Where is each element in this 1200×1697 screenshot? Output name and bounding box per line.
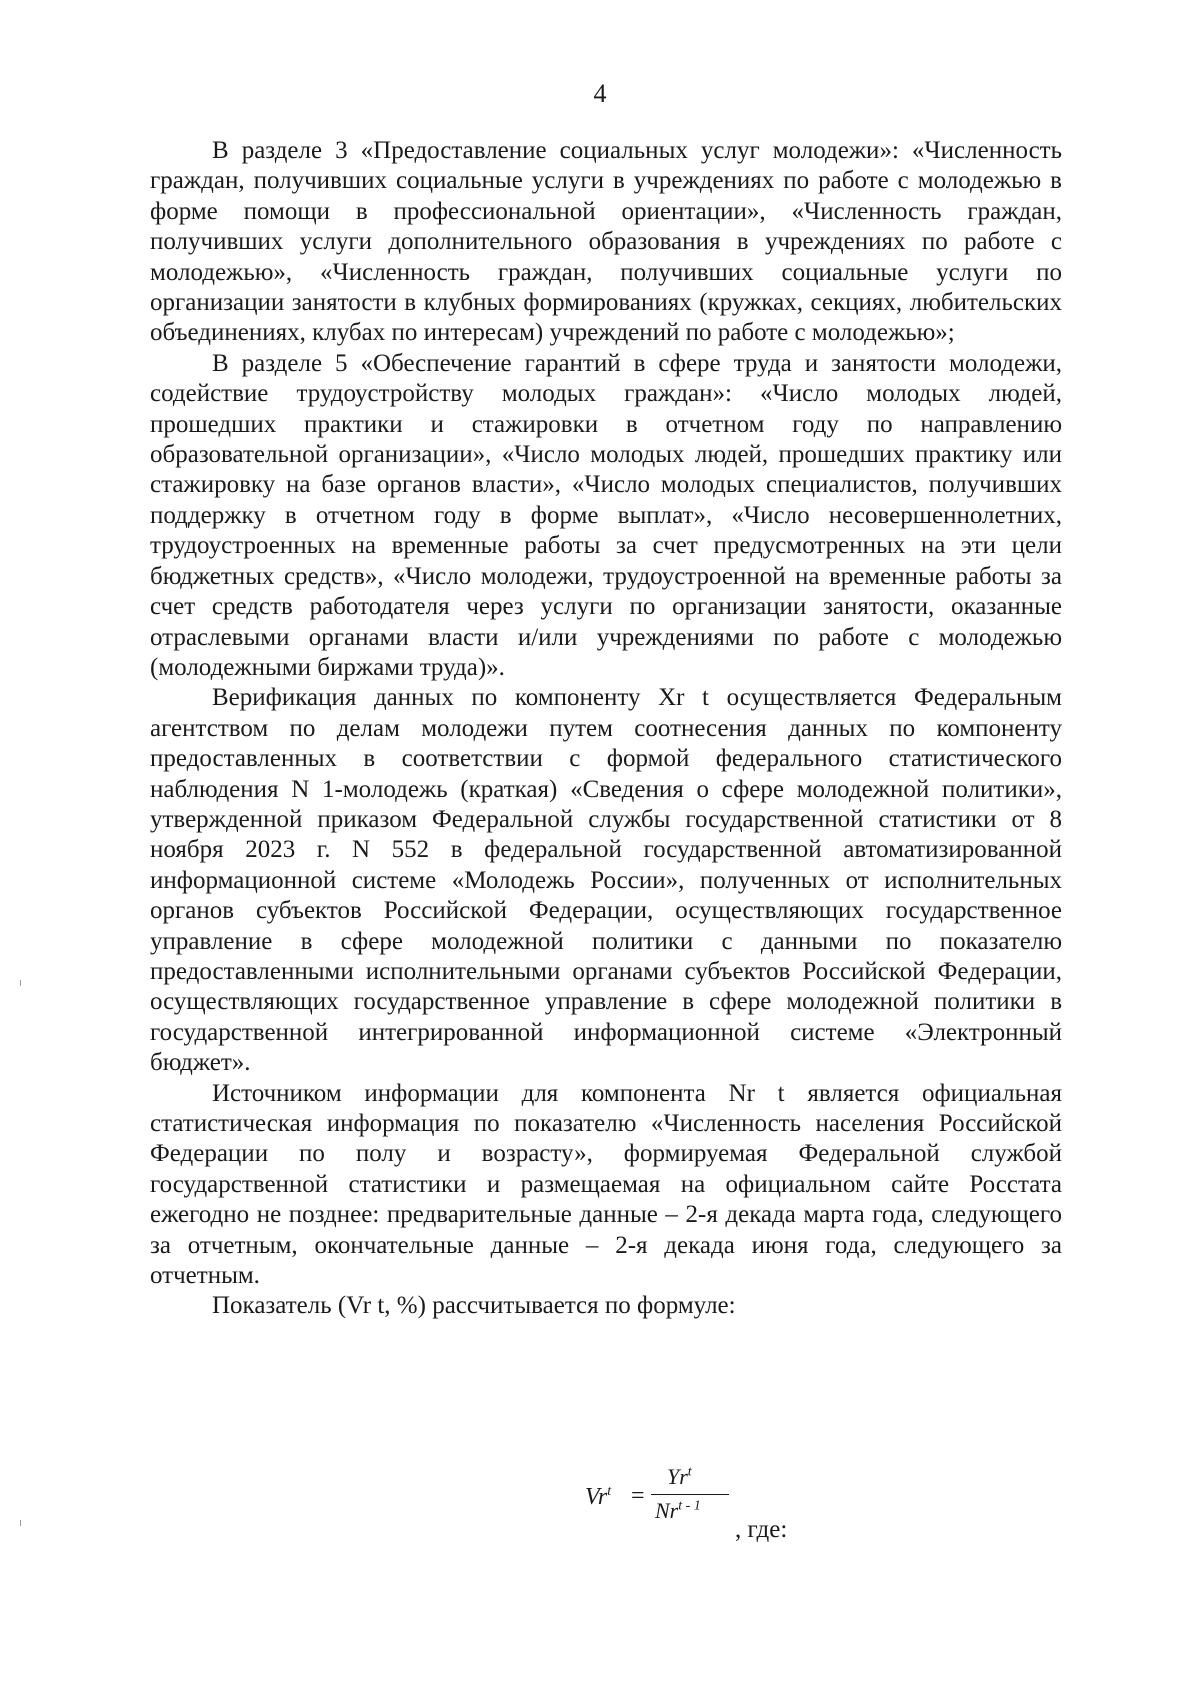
formula-where: , где:: [735, 1516, 788, 1543]
formula-denominator-superscript: t - 1: [678, 1498, 701, 1514]
scan-margin-mark: [20, 1520, 21, 1526]
formula-lhs: Vr$^t$: [585, 1484, 612, 1510]
scan-margin-mark: [20, 980, 21, 986]
formula-numerator: Yr$^t$: [667, 1464, 692, 1489]
document-body: [150, 136, 1062, 1322]
formula-denominator: Nr$^{t - 1}$: [655, 1498, 701, 1523]
paragraph-section-3: В разделе 3 «Предоставление социальных услуг молодежи»: «Численность граждан, получивших социальные услуги в учреждениях по работе с молодежью в форме помощи в профессиональной ориентации», «Численность граждан, получивших услуги дополнительного образования в учреждениях по работе с молодежью», «Численность граждан, получивших социальные услуги по организации занятости в клубных формированиях (кружках, секциях, любительских объединениях, клубах по интересам) учреждений по работе с молодежью»;: [150, 137, 1062, 347]
formula-fraction-bar: [651, 1494, 729, 1495]
formula-equals: =: [631, 1483, 645, 1509]
page-number: 4: [593, 79, 607, 108]
formula-lhs-superscript: t: [607, 1484, 612, 1499]
paragraph-formula-intro: Показатель (Vr t, %) рассчитывается по формуле:: [212, 1292, 736, 1320]
paragraph-section-5: В разделе 5 «Обеспечение гарантий в сфере труда и занятости молодежи, содействие трудоустройству молодых граждан»: «Число молодых людей, прошедших практики и стажировки в отчетном году по направлению образовательной организации», «Число молодых людей, прошедших практику или стажировку на базе органов власти», «Число молодых специалистов, получивших поддержку в отчетном году в форме выплат», «Число несовершеннолетних, трудоустроенных на временные работы за счет предусмотренных на эти цели бюджетных средств», «Число молодежи, трудоустроенной на временные работы за счет средств работодателя через услуги по организации занятости, оказанные отраслевыми органами власти и/или учреждениями по работе с молодежью (молодежными биржами труда)».: [150, 349, 1062, 681]
formula: [585, 1464, 805, 1543]
formula-numerator-superscript: t: [687, 1464, 692, 1480]
paragraph-verification: Верификация данных по компоненту Xr t осуществляется Федеральным агентством по делам молодежи путем соотнесения данных по компоненту предоставленных в соответствии с формой федерального статистического наблюдения N 1-молодежь (краткая) «Сведения о сфере молодежной политики», утвержденной приказом Федеральной службы государственной статистики от 8 ноября 2023 г. N 552 в федеральной государственной автоматизированной информационной системе «Молодежь России», полученных от исполнительных органов субъектов Российской Федерации, осуществляющих государственное управление в сфере молодежной политики с данными по показателю предоставленными исполнительными органами субъектов Российской Федерации, осуществляющих государственное управление в сфере молодежной политики в государственной интегрированной информационной системе «Электронный бюджет».: [150, 684, 1062, 1077]
paragraph-source: Источником информации для компонента Nr t является официальная статистическая информация по показателю «Численность населения Российской Федерации по полу и возрасту», формируемая Федеральной службой государственной статистики и размещаемая на официальном сайте Росстата ежегодно не позднее: предварительные данные – 2-я декада марта года, следующего за отчетным, окончательные данные – 2-я декада июня года, следующего за отчетным.: [150, 1079, 1062, 1290]
